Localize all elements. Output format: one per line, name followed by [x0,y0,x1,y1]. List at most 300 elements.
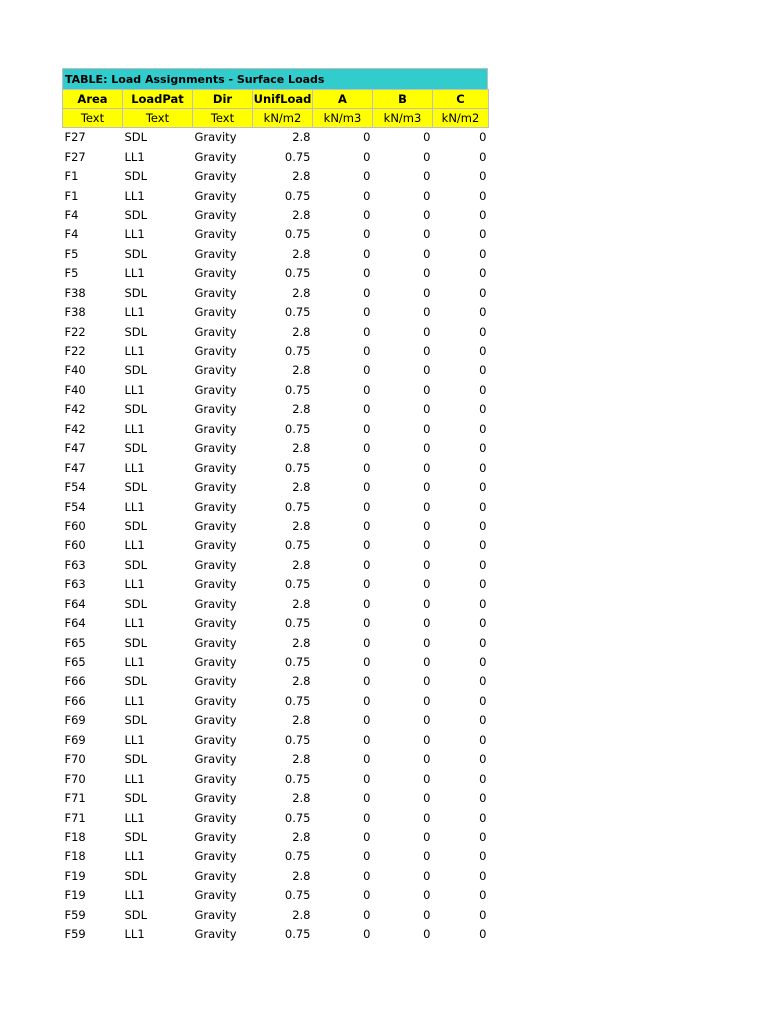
cell-c: 0 [479,460,487,475]
cell-a: 0 [363,635,371,650]
cell-unifload: 2.8 [292,868,311,883]
table-row [63,147,489,166]
cell-a: 0 [363,305,371,320]
cell-b: 0 [423,713,431,728]
cell-loadpat: SDL [124,324,148,339]
cell-unifload: 0.75 [284,538,311,553]
cell-area: F63 [64,577,86,592]
cell-loadpat: LL1 [124,849,145,864]
cell-a: 0 [363,752,371,767]
cell-dir: Gravity [194,169,237,184]
cell-area: F42 [64,402,86,417]
cell-c: 0 [479,693,487,708]
cell-dir: Gravity [194,752,237,767]
cell-area: F18 [64,829,86,844]
cell-b: 0 [423,363,431,378]
cell-dir: Gravity [194,674,237,689]
cell-unifload: 2.8 [292,207,311,222]
cell-a: 0 [363,577,371,592]
table-row [63,536,489,555]
table-row [63,924,489,943]
cell-dir: Gravity [194,888,237,903]
cell-c: 0 [479,402,487,417]
cell-loadpat: SDL [124,130,148,145]
cell-c: 0 [479,810,487,825]
cell-area: F63 [64,557,86,572]
cell-dir: Gravity [194,557,237,572]
cell-area: F64 [64,596,86,611]
cell-dir: Gravity [194,635,237,650]
cell-b: 0 [423,557,431,572]
cell-b: 0 [423,849,431,864]
cell-area: F5 [64,246,79,261]
table-row [63,886,489,905]
cell-c: 0 [479,752,487,767]
cell-unifload: 0.75 [284,227,311,242]
cell-loadpat: SDL [124,169,148,184]
cell-a: 0 [363,246,371,261]
cell-loadpat: SDL [124,674,148,689]
cell-dir: Gravity [194,149,237,164]
unit-b: kN/m3 [373,109,433,128]
cell-unifload: 2.8 [292,674,311,689]
cell-b: 0 [423,382,431,397]
cell-c: 0 [479,363,487,378]
cell-unifload: 0.75 [284,927,311,942]
cell-unifload: 2.8 [292,635,311,650]
cell-area: F4 [64,207,79,222]
cell-a: 0 [363,285,371,300]
cell-c: 0 [479,266,487,281]
cell-loadpat: SDL [124,907,148,922]
cell-loadpat: SDL [124,402,148,417]
cell-c: 0 [479,557,487,572]
cell-loadpat: SDL [124,829,148,844]
cell-unifload: 0.75 [284,849,311,864]
cell-loadpat: SDL [124,868,148,883]
cell-area: F38 [64,305,86,320]
cell-loadpat: LL1 [124,771,145,786]
table-row [63,555,489,574]
cell-loadpat: LL1 [124,927,145,942]
cell-a: 0 [363,324,371,339]
cell-unifload: 2.8 [292,596,311,611]
unit-loadpat: Text [123,109,193,128]
cell-dir: Gravity [194,577,237,592]
cell-loadpat: LL1 [124,344,145,359]
table-row [63,205,489,224]
table-row [63,711,489,730]
cell-unifload: 2.8 [292,169,311,184]
cell-c: 0 [479,480,487,495]
cell-a: 0 [363,402,371,417]
cell-c: 0 [479,732,487,747]
cell-dir: Gravity [194,266,237,281]
cell-b: 0 [423,771,431,786]
table-row [63,691,489,710]
cell-c: 0 [479,674,487,689]
cell-area: F59 [64,927,86,942]
cell-dir: Gravity [194,227,237,242]
cell-unifload: 0.75 [284,188,311,203]
cell-loadpat: LL1 [124,421,145,436]
cell-a: 0 [363,499,371,514]
cell-c: 0 [479,421,487,436]
table-row [63,439,489,458]
header-c: C [433,90,489,109]
cell-unifload: 0.75 [284,305,311,320]
cell-dir: Gravity [194,285,237,300]
header-b: B [373,90,433,109]
cell-dir: Gravity [194,363,237,378]
cell-b: 0 [423,518,431,533]
cell-dir: Gravity [194,732,237,747]
table-row [63,302,489,321]
cell-a: 0 [363,130,371,145]
cell-c: 0 [479,655,487,670]
cell-dir: Gravity [194,810,237,825]
cell-dir: Gravity [194,771,237,786]
cell-area: F54 [64,499,86,514]
cell-b: 0 [423,246,431,261]
column-header-row [63,90,489,109]
cell-area: F60 [64,538,86,553]
header-dir: Dir [193,90,253,109]
cell-loadpat: LL1 [124,577,145,592]
cell-dir: Gravity [194,538,237,553]
cell-unifload: 2.8 [292,752,311,767]
cell-dir: Gravity [194,188,237,203]
table-row [63,419,489,438]
cell-b: 0 [423,538,431,553]
cell-unifload: 0.75 [284,344,311,359]
cell-loadpat: LL1 [124,305,145,320]
cell-dir: Gravity [194,868,237,883]
cell-a: 0 [363,907,371,922]
cell-b: 0 [423,441,431,456]
cell-a: 0 [363,616,371,631]
table-row [63,400,489,419]
cell-area: F71 [64,791,86,806]
table-row [63,516,489,535]
cell-c: 0 [479,227,487,242]
cell-c: 0 [479,130,487,145]
cell-c: 0 [479,829,487,844]
cell-loadpat: LL1 [124,460,145,475]
cell-loadpat: LL1 [124,888,145,903]
table-row [63,866,489,885]
cell-unifload: 2.8 [292,518,311,533]
cell-b: 0 [423,227,431,242]
cell-dir: Gravity [194,441,237,456]
header-area: Area [63,90,123,109]
cell-unifload: 2.8 [292,829,311,844]
cell-b: 0 [423,810,431,825]
cell-a: 0 [363,888,371,903]
cell-b: 0 [423,791,431,806]
cell-unifload: 0.75 [284,149,311,164]
cell-c: 0 [479,169,487,184]
cell-area: F27 [64,149,86,164]
cell-b: 0 [423,635,431,650]
cell-b: 0 [423,324,431,339]
cell-c: 0 [479,188,487,203]
cell-b: 0 [423,305,431,320]
cell-b: 0 [423,829,431,844]
table-row [63,827,489,846]
cell-area: F19 [64,888,86,903]
cell-loadpat: LL1 [124,810,145,825]
cell-loadpat: SDL [124,246,148,261]
cell-b: 0 [423,868,431,883]
cell-unifload: 2.8 [292,246,311,261]
cell-area: F22 [64,344,86,359]
cell-loadpat: SDL [124,441,148,456]
cell-a: 0 [363,460,371,475]
cell-area: F70 [64,771,86,786]
cell-area: F18 [64,849,86,864]
cell-b: 0 [423,907,431,922]
cell-area: F69 [64,713,86,728]
cell-loadpat: SDL [124,752,148,767]
cell-a: 0 [363,382,371,397]
cell-dir: Gravity [194,907,237,922]
cell-c: 0 [479,868,487,883]
cell-area: F59 [64,907,86,922]
cell-loadpat: LL1 [124,382,145,397]
cell-dir: Gravity [194,480,237,495]
surface-loads-table [62,89,489,944]
cell-c: 0 [479,382,487,397]
cell-a: 0 [363,810,371,825]
unit-unifload: kN/m2 [253,109,313,128]
table-row [63,380,489,399]
cell-area: F19 [64,868,86,883]
cell-dir: Gravity [194,693,237,708]
cell-c: 0 [479,635,487,650]
cell-loadpat: LL1 [124,732,145,747]
cell-c: 0 [479,207,487,222]
cell-area: F60 [64,518,86,533]
cell-a: 0 [363,655,371,670]
cell-a: 0 [363,557,371,572]
cell-dir: Gravity [194,402,237,417]
cell-a: 0 [363,674,371,689]
cell-b: 0 [423,732,431,747]
cell-loadpat: SDL [124,518,148,533]
table-row [63,730,489,749]
cell-b: 0 [423,480,431,495]
cell-loadpat: LL1 [124,616,145,631]
cell-c: 0 [479,246,487,261]
cell-unifload: 2.8 [292,285,311,300]
cell-loadpat: SDL [124,596,148,611]
cell-unifload: 2.8 [292,363,311,378]
cell-b: 0 [423,344,431,359]
table-row [63,283,489,302]
cell-c: 0 [479,305,487,320]
table-body [63,128,489,944]
cell-dir: Gravity [194,791,237,806]
cell-area: F69 [64,732,86,747]
cell-loadpat: SDL [124,285,148,300]
cell-dir: Gravity [194,713,237,728]
cell-a: 0 [363,538,371,553]
cell-c: 0 [479,149,487,164]
cell-c: 0 [479,324,487,339]
table-row [63,166,489,185]
table-row [63,750,489,769]
cell-unifload: 0.75 [284,771,311,786]
cell-b: 0 [423,285,431,300]
cell-area: F47 [64,460,86,475]
cell-area: F42 [64,421,86,436]
cell-b: 0 [423,460,431,475]
cell-unifload: 2.8 [292,324,311,339]
cell-loadpat: SDL [124,207,148,222]
cell-loadpat: SDL [124,480,148,495]
cell-loadpat: SDL [124,713,148,728]
cell-loadpat: SDL [124,363,148,378]
table-row [63,322,489,341]
unit-area: Text [63,109,123,128]
table-row [63,788,489,807]
table-row [63,672,489,691]
cell-a: 0 [363,771,371,786]
table-row [63,633,489,652]
cell-unifload: 0.75 [284,693,311,708]
cell-a: 0 [363,480,371,495]
cell-unifload: 2.8 [292,402,311,417]
cell-c: 0 [479,344,487,359]
cell-unifload: 2.8 [292,441,311,456]
cell-loadpat: LL1 [124,188,145,203]
cell-unifload: 0.75 [284,810,311,825]
cell-a: 0 [363,421,371,436]
cell-area: F65 [64,635,86,650]
cell-dir: Gravity [194,849,237,864]
cell-a: 0 [363,829,371,844]
cell-unifload: 0.75 [284,499,311,514]
table-row [63,847,489,866]
table-row [63,458,489,477]
cell-a: 0 [363,188,371,203]
cell-loadpat: LL1 [124,499,145,514]
cell-b: 0 [423,655,431,670]
cell-a: 0 [363,732,371,747]
cell-unifload: 0.75 [284,732,311,747]
cell-a: 0 [363,227,371,242]
cell-dir: Gravity [194,829,237,844]
cell-dir: Gravity [194,324,237,339]
cell-area: F47 [64,441,86,456]
cell-area: F38 [64,285,86,300]
table-row [63,652,489,671]
cell-unifload: 0.75 [284,266,311,281]
cell-dir: Gravity [194,207,237,222]
cell-area: F5 [64,266,79,281]
cell-b: 0 [423,596,431,611]
cell-b: 0 [423,421,431,436]
cell-a: 0 [363,693,371,708]
cell-loadpat: SDL [124,557,148,572]
cell-c: 0 [479,791,487,806]
cell-area: F27 [64,130,86,145]
cell-area: F66 [64,693,86,708]
cell-a: 0 [363,868,371,883]
cell-b: 0 [423,674,431,689]
cell-c: 0 [479,596,487,611]
cell-c: 0 [479,849,487,864]
cell-loadpat: LL1 [124,655,145,670]
cell-a: 0 [363,927,371,942]
header-a: A [313,90,373,109]
unit-c: kN/m2 [433,109,489,128]
cell-dir: Gravity [194,596,237,611]
cell-loadpat: SDL [124,791,148,806]
cell-loadpat: LL1 [124,227,145,242]
cell-unifload: 0.75 [284,655,311,670]
header-unifload: UnifLoad [253,90,313,109]
table-row [63,225,489,244]
table-row [63,244,489,263]
cell-area: F70 [64,752,86,767]
cell-area: F54 [64,480,86,495]
cell-unifload: 0.75 [284,616,311,631]
cell-area: F71 [64,810,86,825]
cell-dir: Gravity [194,518,237,533]
cell-b: 0 [423,888,431,903]
cell-c: 0 [479,518,487,533]
cell-b: 0 [423,402,431,417]
cell-b: 0 [423,499,431,514]
cell-b: 0 [423,693,431,708]
cell-a: 0 [363,266,371,281]
table-row [63,613,489,632]
cell-dir: Gravity [194,246,237,261]
cell-a: 0 [363,518,371,533]
cell-unifload: 2.8 [292,557,311,572]
cell-loadpat: LL1 [124,538,145,553]
cell-unifload: 0.75 [284,382,311,397]
cell-loadpat: LL1 [124,693,145,708]
cell-a: 0 [363,791,371,806]
table-row [63,186,489,205]
load-assignments-sheet [62,68,488,944]
cell-b: 0 [423,927,431,942]
cell-a: 0 [363,441,371,456]
cell-dir: Gravity [194,616,237,631]
cell-c: 0 [479,713,487,728]
unit-dir: Text [193,109,253,128]
cell-dir: Gravity [194,927,237,942]
table-row [63,769,489,788]
cell-a: 0 [363,169,371,184]
cell-unifload: 0.75 [284,421,311,436]
cell-loadpat: LL1 [124,149,145,164]
cell-unifload: 2.8 [292,907,311,922]
cell-dir: Gravity [194,655,237,670]
table-row [63,341,489,360]
cell-c: 0 [479,888,487,903]
cell-c: 0 [479,499,487,514]
table-row [63,905,489,924]
cell-c: 0 [479,907,487,922]
table-row [63,594,489,613]
cell-area: F1 [64,188,79,203]
cell-a: 0 [363,713,371,728]
table-row [63,497,489,516]
